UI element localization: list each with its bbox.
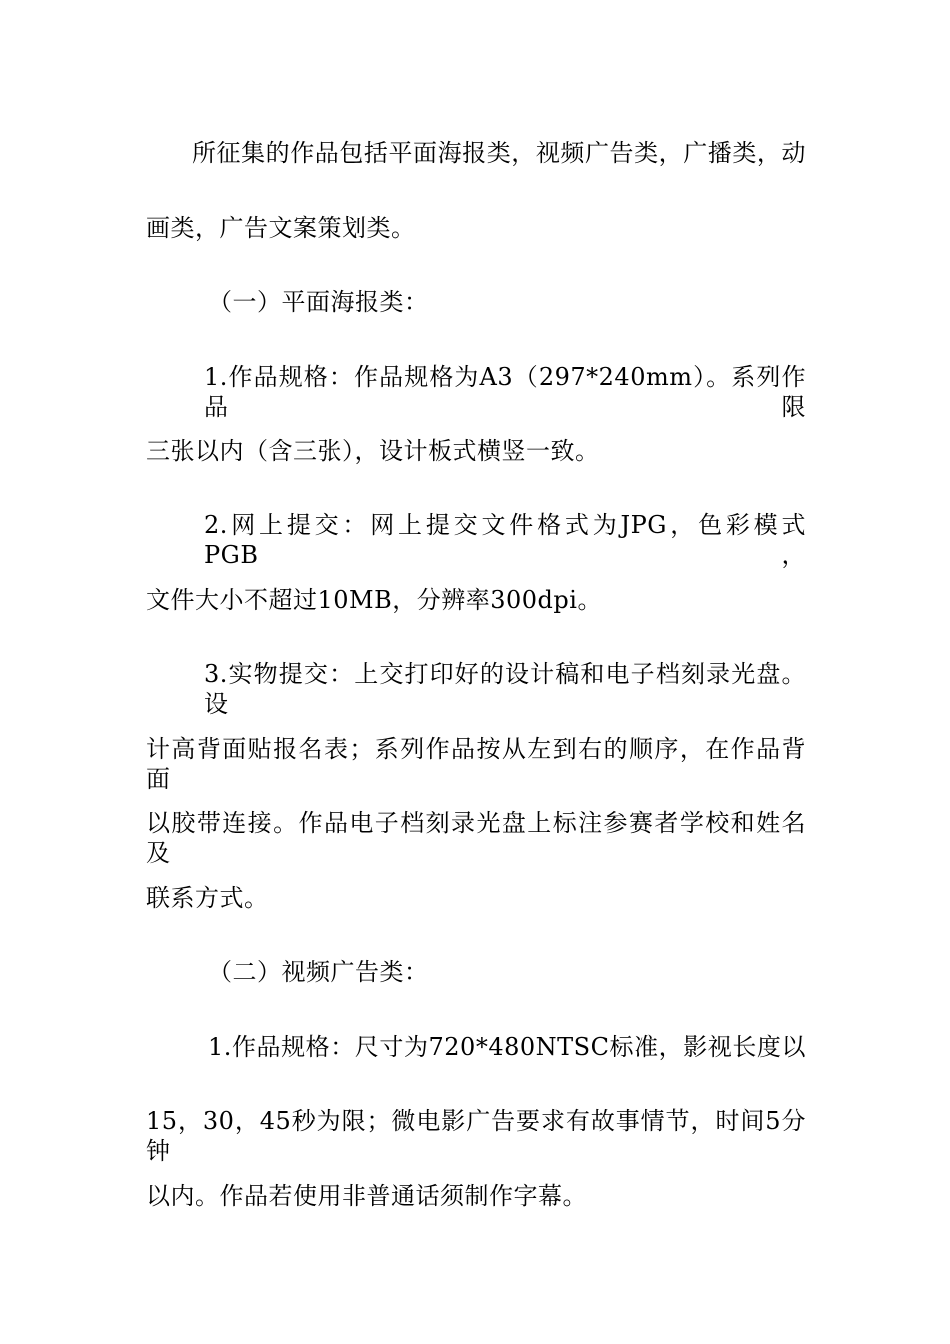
paragraph-5-line-4: 联系方式。 [146, 884, 269, 912]
section-heading-print-poster: （一）平面海报类： [208, 288, 429, 316]
paragraph-5-line-3: 以胶带连接。作品电子档刻录光盘上标注参赛者学校和姓名及 [146, 809, 806, 867]
paragraph-7-line-1: 1.作品规格：尺寸为720*480NTSC标准，影视长度以 [208, 1033, 806, 1061]
paragraph-4-line-2: 文件大小不超过10MB，分辨率300dpi。 [146, 586, 602, 614]
paragraph-1-line-2: 画类，广告文案策划类。 [146, 214, 416, 242]
paragraph-7-line-2: 15，30，45秒为限；微电影广告要求有故事情节，时间5分钟 [146, 1107, 806, 1165]
section-heading-video-ad: （二）视频广告类： [208, 958, 429, 986]
paragraph-5-line-2: 计高背面贴报名表；系列作品按从左到右的顺序，在作品背面 [146, 735, 806, 793]
paragraph-1-line-1: 所征集的作品包括平面海报类，视频广告类，广播类，动 [192, 139, 806, 167]
paragraph-3-line-1: 1.作品规格：作品规格为A3（297*240mm）。系列作品限 [204, 363, 806, 421]
paragraph-7-line-3: 以内。作品若使用非普通话须制作字幕。 [146, 1182, 587, 1210]
paragraph-3-line-2: 三张以内（含三张），设计板式横竖一致。 [146, 437, 600, 465]
paragraph-5-line-1: 3.实物提交：上交打印好的设计稿和电子档刻录光盘。设 [204, 660, 806, 718]
paragraph-4-line-1: 2.网上提交：网上提交文件格式为JPG，色彩模式PGB， [204, 511, 806, 569]
